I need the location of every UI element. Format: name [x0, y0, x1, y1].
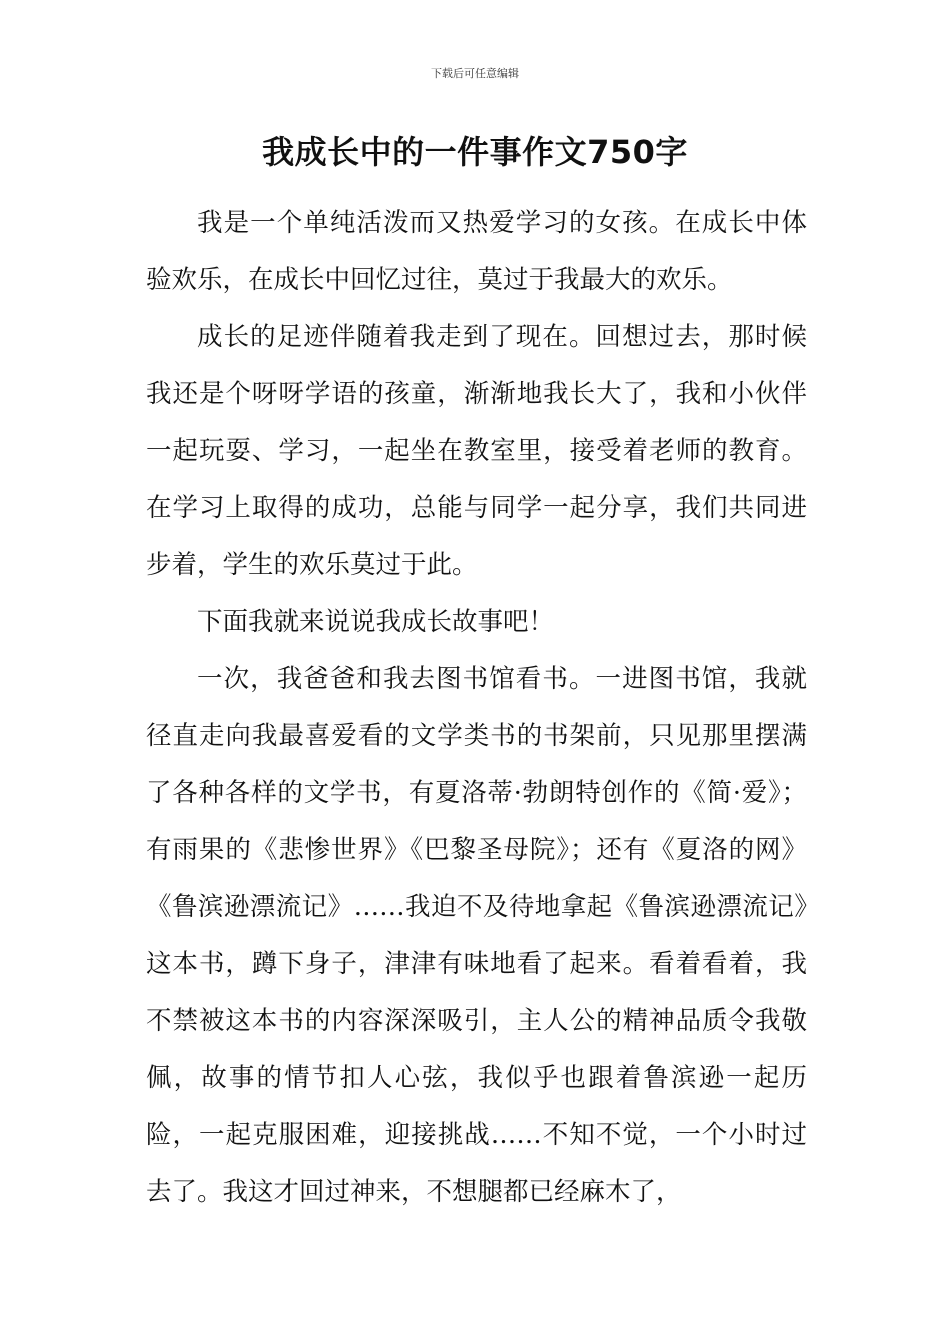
header-note: 下载后可任意编辑	[431, 67, 519, 80]
paragraph-4: 一次，我爸爸和我去图书馆看书。一进图书馆，我就径直走向我最喜爱看的文学类书的书架前，只见那里摆满了各种各样的文学书，有夏洛蒂·勃朗特创作的《简·爱》；有雨果的《悲惨世界》《巴黎圣母院》；还有《夏洛的网》《鲁滨逊漂流记》……我迫不及待地拿起《鲁滨逊漂流记》这本书，蹲下身子，津津有味地看了起来。看着看着，我不禁被这本书的内容深深吸引，主人公的精神品质令我敬佩，故事的情节扣人心弦，我似乎也跟着鲁滨逊一起历险，一起克服困难，迎接挑战……不知不觉，一个小时过去了。我这才回过神来，不想腿都已经麻木了，	[146, 664, 807, 1207]
document-title: 我成长中的一件事作文750字	[262, 133, 688, 171]
paragraph-2: 成长的足迹伴随着我走到了现在。回想过去，那时候我还是个呀呀学语的孩童，渐渐地我长大了，我和小伙伴一起玩耍、学习，一起坐在教室里，接受着老师的教育。在学习上取得的成功，总能与同学一起分享，我们共同进步着，学生的欢乐莫过于此。	[146, 322, 807, 580]
paragraph-3: 下面我就来说说我成长故事吧！	[197, 607, 555, 637]
paragraph-1: 我是一个单纯活泼而又热爱学习的女孩。在成长中体验欢乐，在成长中回忆过往，莫过于我最大的欢乐。	[146, 208, 807, 295]
essay-body	[146, 195, 807, 1221]
